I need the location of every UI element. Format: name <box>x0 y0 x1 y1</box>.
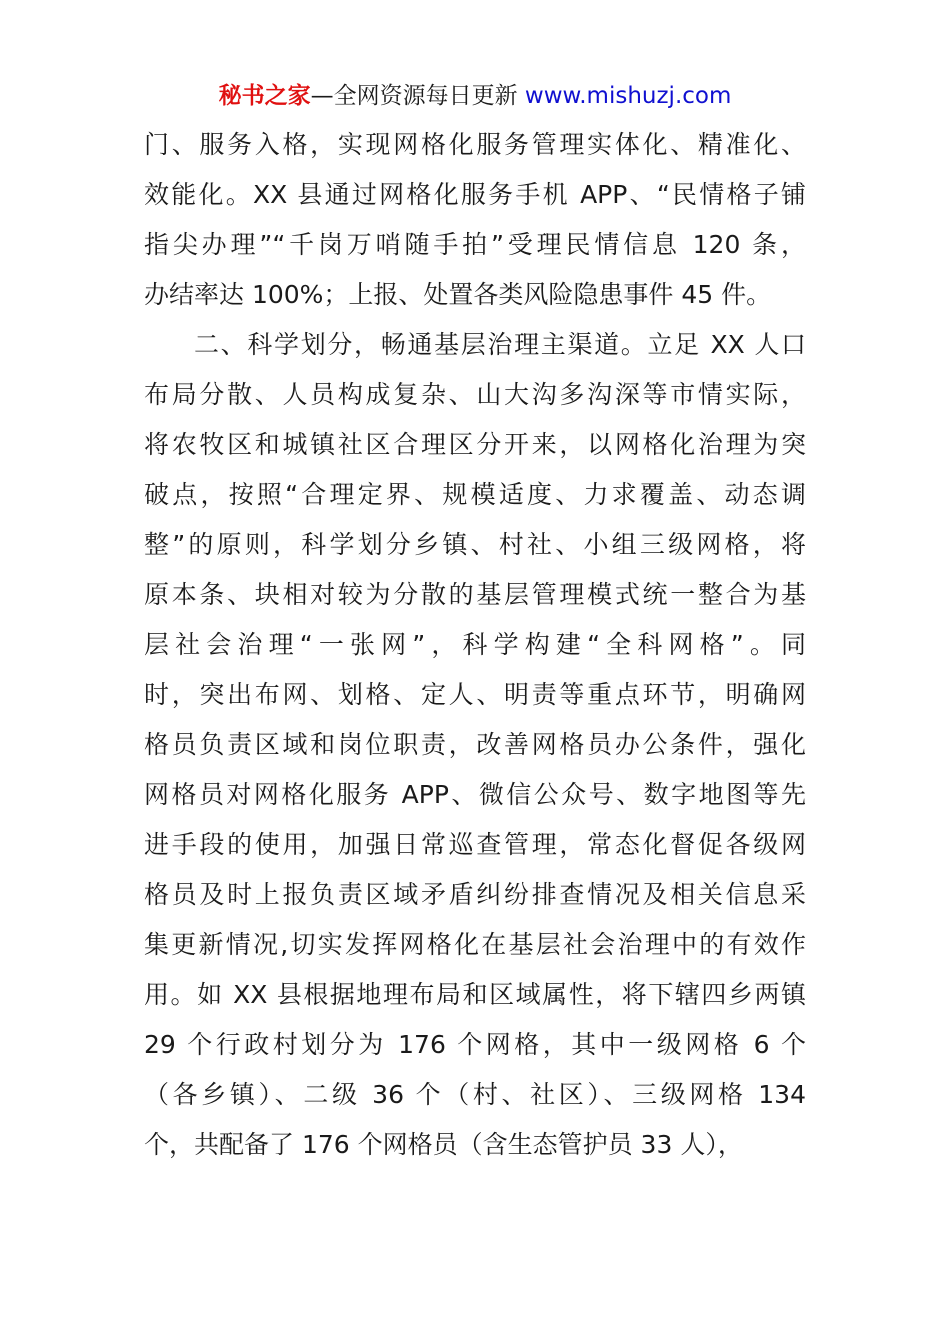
text-line: 29 个行政村划分为 176 个网格，其中一级网格 6 个 <box>144 1030 806 1059</box>
text-line: 布局分散、人员构成复杂、山大沟多沟深等市情实际， <box>144 380 806 409</box>
text-line: 进手段的使用，加强日常巡查管理，常态化督促各级网 <box>144 830 806 859</box>
site-url-link[interactable]: www.mishuzj.com <box>524 83 732 109</box>
text-line: 网格员对网格化服务 APP、微信公众号、数字地图等先 <box>144 780 806 809</box>
text-line: 集更新情况,切实发挥网格化在基层社会治理中的有效作 <box>144 930 806 959</box>
text-line: 将农牧区和城镇社区合理区分开来，以网格化治理为突 <box>144 430 806 459</box>
text-line: 办结率达 100%；上报、处置各类风险隐患事件 45 件。 <box>144 280 772 309</box>
site-header <box>0 80 950 112</box>
text-line: （各乡镇）、二级 36 个（村、社区）、三级网格 134 <box>144 1080 806 1109</box>
text-line: 时，突出布网、划格、定人、明责等重点环节，明确网 <box>144 680 806 709</box>
document-body <box>144 120 806 1170</box>
paragraph-1 <box>144 120 806 320</box>
text-line: 用。如 XX 县根据地理布局和区域属性，将下辖四乡两镇 <box>144 980 806 1009</box>
text-line: 指尖办理”“千岗万哨随手拍”受理民情信息 120 条， <box>144 230 806 259</box>
section-heading-line: 二、科学划分，畅通基层治理主渠道。立足 XX 人口 <box>194 330 806 359</box>
text-line: 层社会治理“一张网”，科学构建“全科网格”。同 <box>144 630 806 659</box>
text-line: 破点，按照“合理定界、规模适度、力求覆盖、动态调 <box>144 480 806 509</box>
text-line: 原本条、块相对较为分散的基层管理模式统一整合为基 <box>144 580 806 609</box>
site-brand: 秘书之家 <box>218 83 311 109</box>
text-line: 格员负责区域和岗位职责，改善网格员办公条件，强化 <box>144 730 806 759</box>
text-line: 门、服务入格，实现网格化服务管理实体化、精准化、 <box>144 130 806 159</box>
text-line: 格员及时上报负责区域矛盾纠纷排查情况及相关信息采 <box>144 880 806 909</box>
text-line: 个，共配备了 176 个网格员（含生态管护员 33 人）， <box>144 1130 743 1159</box>
text-line: 效能化。XX 县通过网格化服务手机 APP、“民情格子铺 <box>144 180 806 209</box>
site-slogan: —全网资源每日更新 <box>310 83 525 109</box>
text-line: 整”的原则，科学划分乡镇、村社、小组三级网格，将 <box>144 530 806 559</box>
paragraph-2 <box>144 320 806 1170</box>
